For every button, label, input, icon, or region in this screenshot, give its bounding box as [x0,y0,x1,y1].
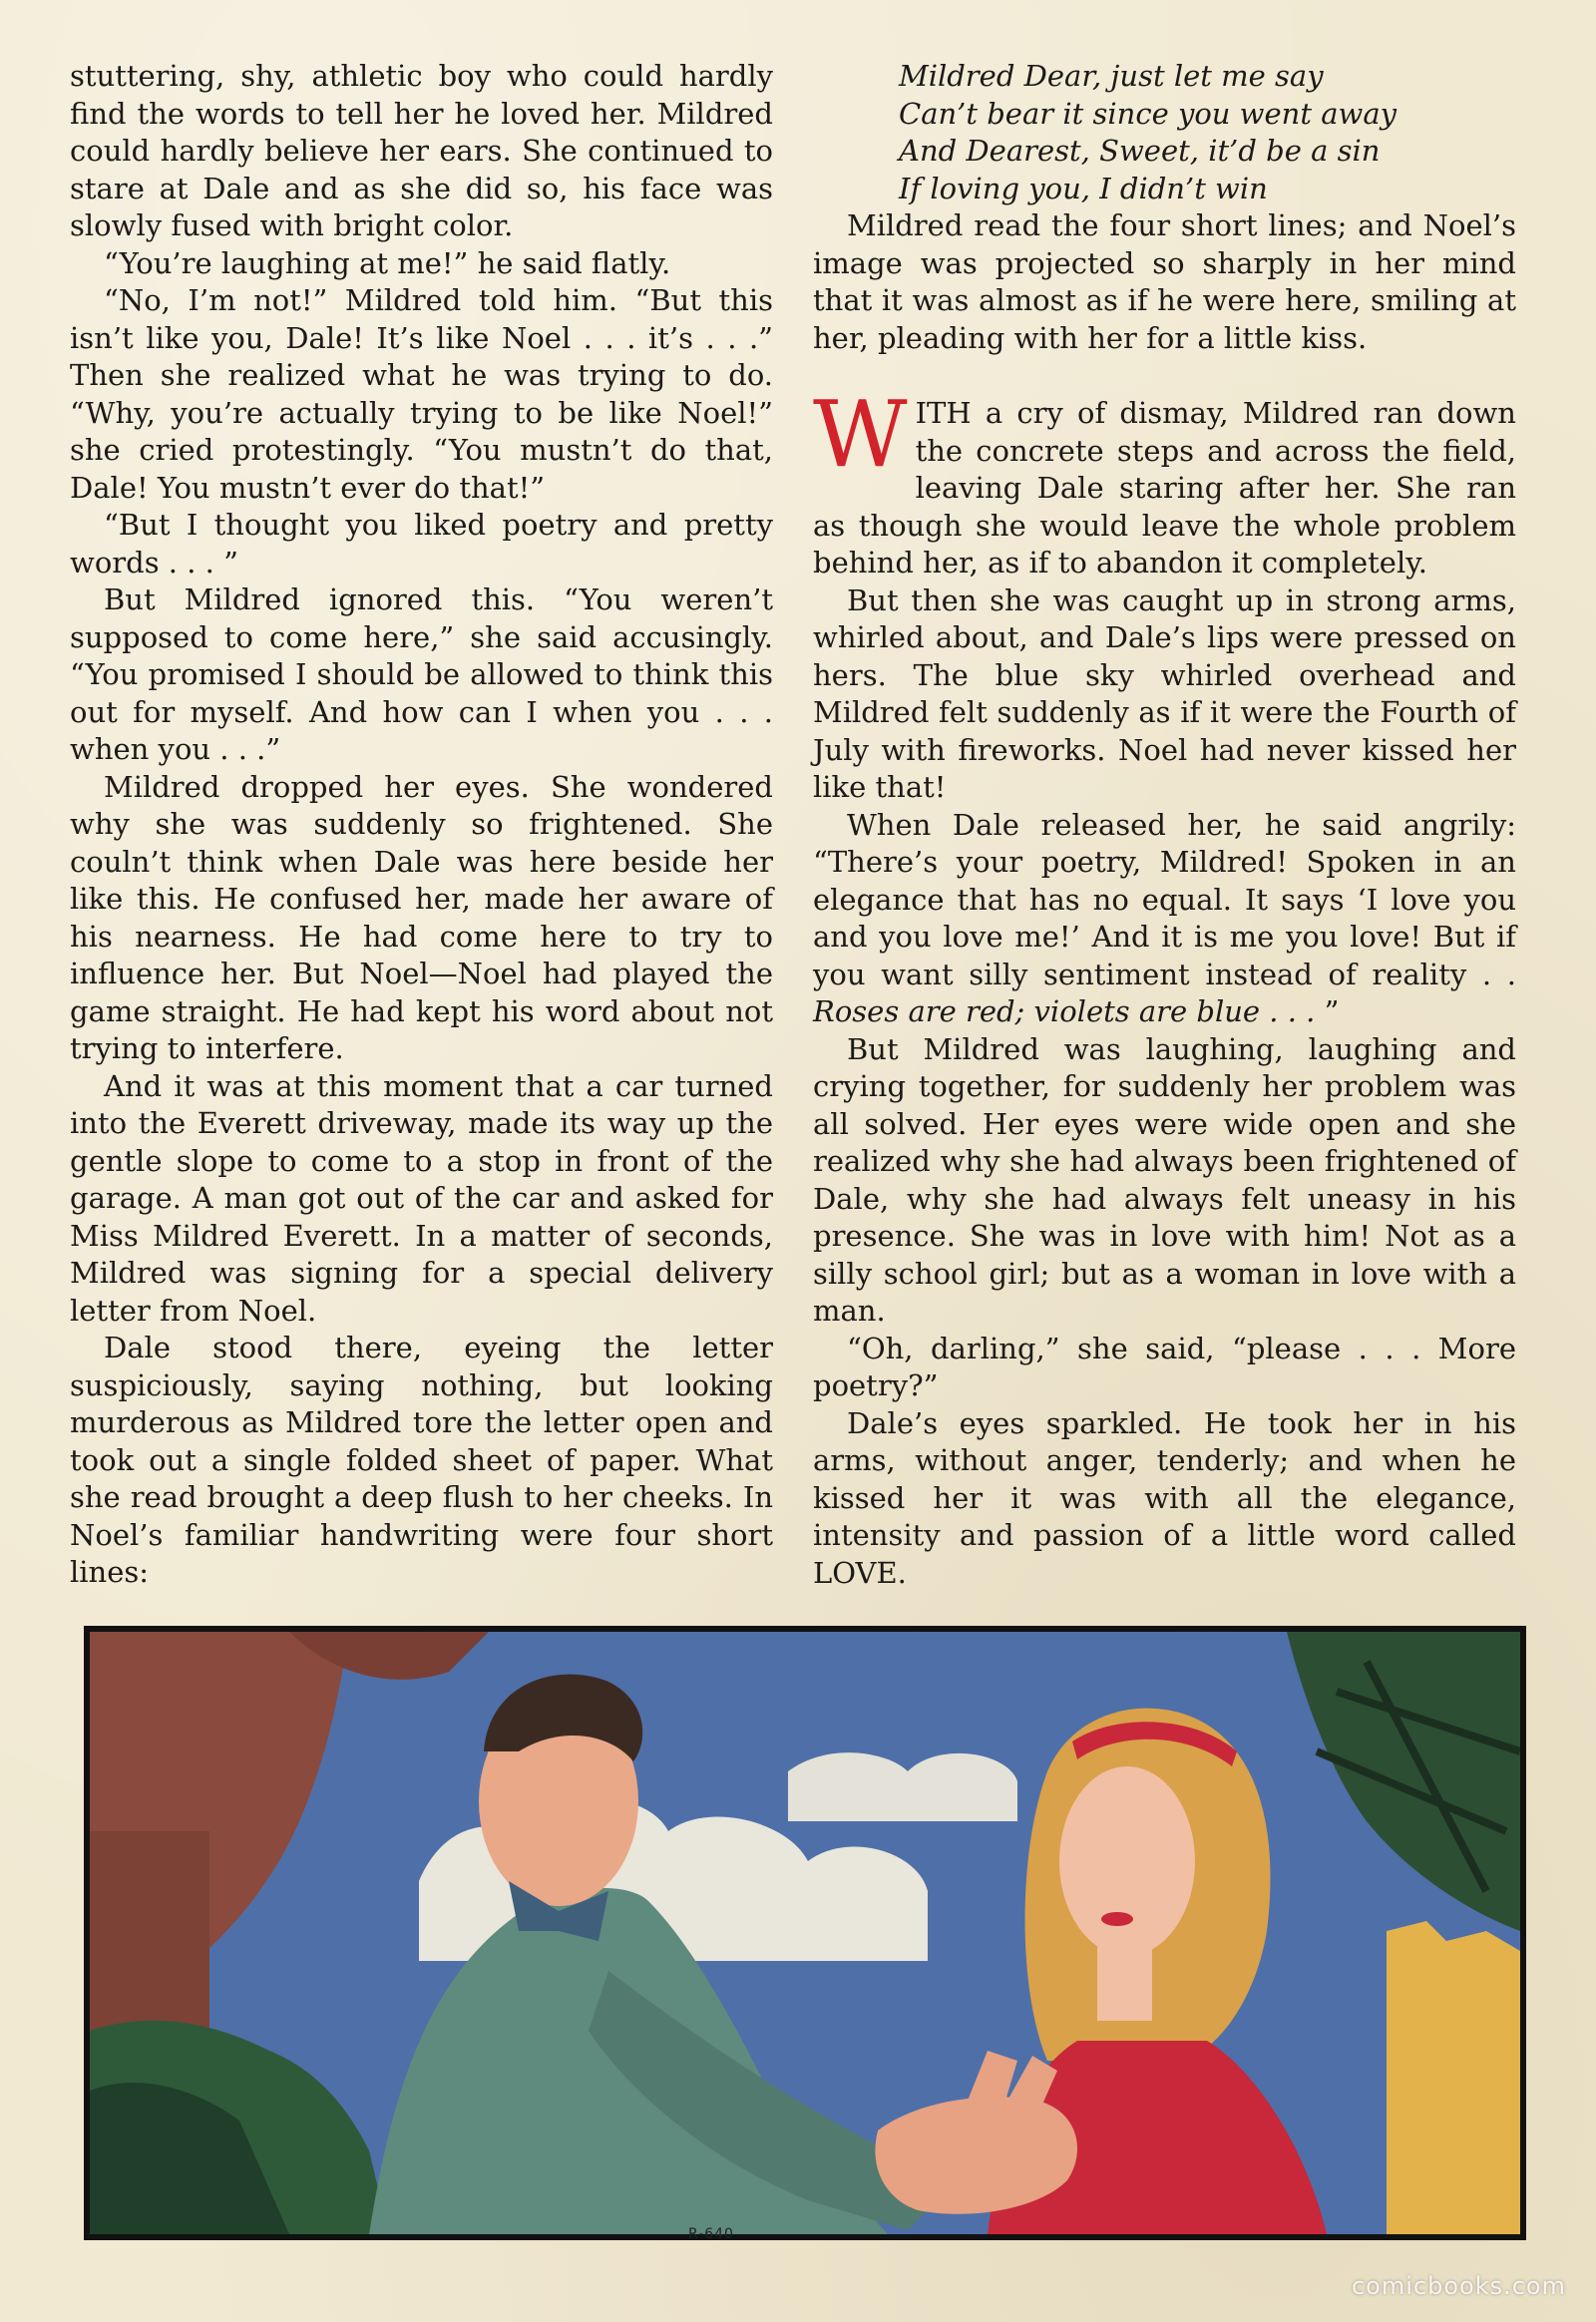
poem-line: Mildred Dear, just let me say [899,59,1324,93]
paragraph: “But I thought you liked poetry and pretty words . . . ” [70,508,773,580]
paragraph: stuttering, shy, athletic boy who could hardly find the words to tell her he loved her. Mildred could hardly believe her ears. She continued to stare at Dale and as she did so, his face was slowly fused with bright color. [70,59,773,242]
paragraph: Dale stood there, eyeing the letter suspiciously, saying nothing, but looking murderous as Mildred tore the letter open and took out a single folded sheet of paper. What she read brought a deep flush to her cheeks. In Noel’s familiar handwriting were four short lines: [70,1331,773,1589]
paragraph-text: ” [1324,994,1340,1028]
paragraph: And it was at this moment that a car turned into the Everett driveway, made its way up the gentle slope to come to a stop in front of the garage. A man got out of the car and asked for Miss Mildred Everett. In a matter of seconds, Mildred was signing for a special delivery letter from Noel. [70,1068,773,1328]
drop-cap-letter: W [813,381,908,488]
right-text-column [813,58,1516,1592]
paragraph-text: When Dale released her, he said angrily: “There’s your poetry, Mildred! Spoken in an elegance that has no equal. It says ‘I love you and you love me!’ And it is me you love! But if you want silly sentiment instead of reality . . [813,807,1516,991]
paragraph: Mildred read the four short lines; and Noel’s image was projected so sharply in her mind that it was almost as if he were here, smiling at her, pleading with her for a little kiss. [813,208,1516,355]
paragraph: But then she was caught up in strong arms, whirled about, and Dale’s lips were pressed on hers. The blue sky whirled overhead and Mildred felt suddenly as if it were the Fourth of July with fireworks. Noel had never kissed her like that! [813,582,1516,804]
poem-line: If loving you, I didn’t win [899,171,1268,205]
panel-artwork [90,1632,1520,2234]
poem [899,58,1516,207]
section-break [813,357,1516,395]
paragraph-dropcap [813,381,1516,582]
paragraph: Mildred dropped her eyes. She wondered why she was suddenly so frightened. She couln’t think when Dale was here beside her like this. He confused her, made her aware of his nearness. He had come here to try to influence her. But Noel—Noel had played the game straight. He had kept his word about not trying to interfere. [70,769,773,1065]
paragraph: “You’re laughing at me!” he said flatly. [104,245,671,280]
poem-line: Can’t bear it since you went away [899,96,1397,131]
paragraph [813,807,1516,1031]
left-text-column [70,58,773,1592]
watermark: comicbooks.com [1351,2272,1566,2300]
paragraph: Dale’s eyes sparkled. He took her in his arms, without anger, tenderly; and when he kissed her it was with all the elegance, intensity and passion of a little word called LOVE. [813,1405,1516,1590]
paragraph: But Mildred ignored this. “You weren’t supposed to come here,” she said accusingly. “You promised I should be allowed to think this out for myself. And how can I when you . . . when you . . .” [70,582,773,766]
paragraph-italic: Roses are red; violets are blue . . . [813,994,1325,1028]
paragraph-text: ITH a cry of dismay, Mildred ran down the concrete steps and across the field, leaving Dale staring after her. She ran as though she would leave the whole problem behind her, as if to abandon it completely. [813,396,1516,580]
paragraph: “No, I’m not!” Mildred told him. “But this isn’t like you, Dale! It’s like Noel . . . it’s . . .” Then she realized what he was trying to do. “Why, you’re actually trying to be like Noel!” she cried protestingly. “You mustn’t do that, Dale! You mustn’t ever do that!” [70,283,773,505]
panel-code: R-640 [688,2226,734,2242]
comic-panel-illustration [84,1626,1526,2240]
paragraph: “Oh, darling,” she said, “please . . . More poetry?” [813,1331,1516,1402]
paragraph: But Mildred was laughing, laughing and crying together, for suddenly her problem was all solved. Her eyes were wide open and she realized why she had always been frightened of Dale, why she had always felt uneasy in his presence. She was in love with him! Not as a silly school girl; but as a woman in love with a man. [813,1031,1516,1328]
poem-line: And Dearest, Sweet, it’d be a sin [899,134,1381,168]
